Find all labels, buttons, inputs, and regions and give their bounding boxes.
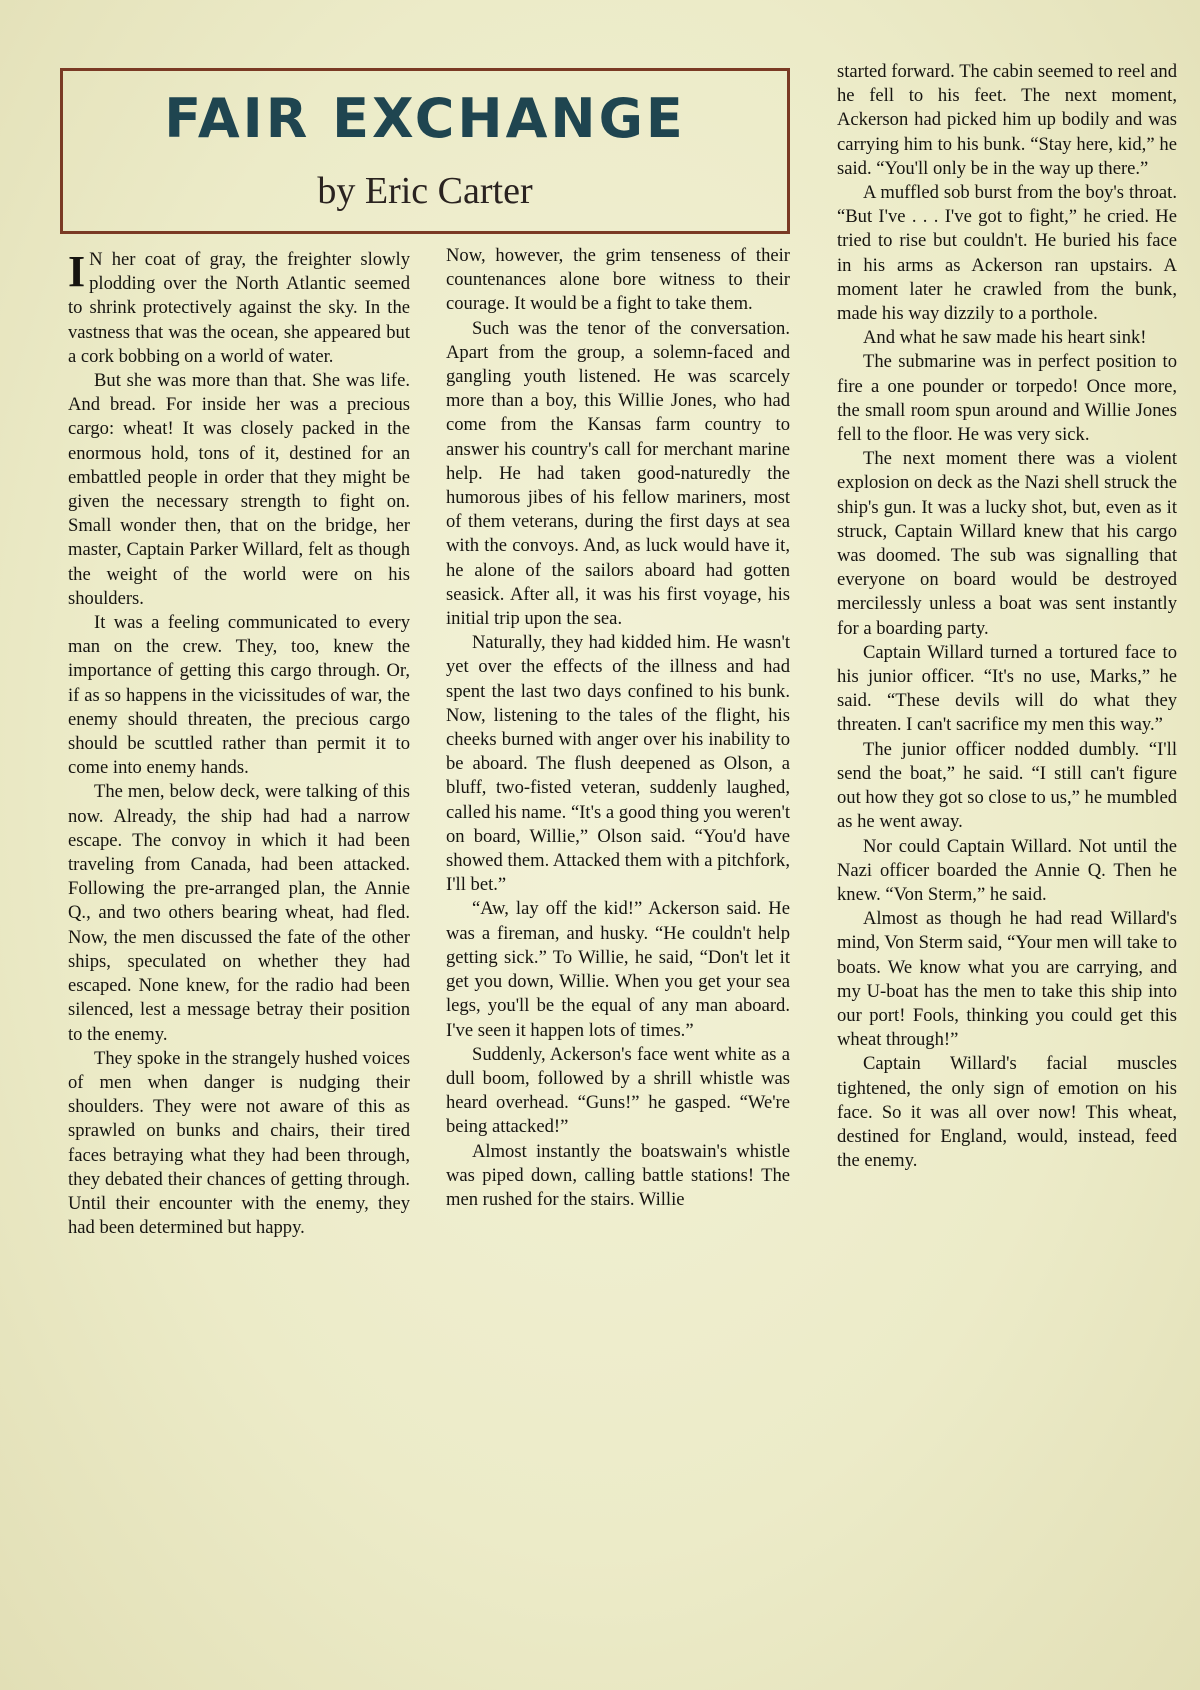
paragraph-text: N her coat of gray, the freighter slowly plodding over the North Atlantic seemed to shrink protectively against the sky. In the vastness that was the ocean, she appeared but a cork bobbing on a world of water. [68,249,410,367]
paragraph: Captain Willard turned a tortured face to his junior officer. “It's no use, Marks,” he said. “These devils will do what they threaten. I can't sacrifice my men this way.” [837,641,1177,736]
paragraph: Almost instantly the boatswain's whistle was piped down, calling battle stations! The men rushed for the stairs. Willie [446,1140,790,1210]
text-column-1 [68,248,410,1618]
story-byline: by Eric Carter [317,170,533,212]
paragraph: Such was the tenor of the conversation. Apart from the group, a solemn-faced and gangling youth listened. He was scarcely more than a boy, this Willie Jones, who had come from the Kansas farm country to answer his country's call for merchant marine help. He had taken good-naturedly the humorous jibes of his fellow mariners, most of them veterans, during the first days at sea with the convoys. And, as luck would have it, he alone of the sailors aboard had gotten seasick. After all, it was his first voyage, his initial trip upon the sea. [446,317,790,630]
paragraph: “Aw, lay off the kid!” Ackerson said. He was a fireman, and husky. “He couldn't help getting sick.” To Willie, he said, “Don't let it get you down, Willie. When you get your sea legs, you'll be the equal of any man aboard. I've seen it happen lots of times.” [446,898,790,1041]
paragraph: Nor could Captain Willard. Not until the Nazi officer boarded the Annie Q. Then he knew. “Von Sterm,” he said. [837,835,1177,905]
paragraph: Almost as though he had read Willard's mind, Von Sterm said, “Your men will take to boats. We know what you are carrying, and my U-boat has the men to take this ship into our port! Fools, thinking you could get this wheat through!” [837,908,1177,1051]
paragraph: It was a feeling communicated to every man on the crew. They, too, knew the importance of getting this cargo through. Or, if as so happens in the vicissitudes of war, the enemy should threaten, the precious cargo should be scuttled rather than permit it to come into enemy hands. [68,612,410,779]
paragraph: The next moment there was a violent explosion on deck as the Nazi shell struck the ship's gun. It was a lucky shot, but, even as it struck, Captain Willard knew that his cargo was doomed. The sub was signalling that everyone on board would be destroyed mercilessly unless a boat was sent instantly for a boarding party. [837,448,1177,639]
paragraph: And what he saw made his heart sink! [863,327,1147,349]
paragraph: A muffled sob burst from the boy's throat. “But I've . . . I've got to fight,” he cried. He tried to rise but couldn't. He buried his face in his arms as Ackerson ran upstairs. A moment later he crawled from the bunk, made his way dizzily to a porthole. [837,182,1177,325]
paragraph: But she was more than that. She was life. And bread. For inside her was a precious cargo: wheat! It was closely packed in the enormous hold, tons of it, destined for an embattled people in order that they might be given the necessary strength to fight on. Small wonder then, that on the bridge, her master, Captain Parker Willard, felt as though the weight of the world were on his shoulders. [68,370,410,609]
text-column-3 [837,60,1177,1630]
drop-cap: I [68,247,86,296]
paragraph: Suddenly, Ackerson's face went white as a dull boom, followed by a shrill whistle was heard overhead. “Guns!” he gasped. “We're being attacked!” [446,1043,790,1138]
paragraph [68,248,410,369]
text-column-2 [446,244,790,1624]
paragraph: Now, however, the grim tenseness of their countenances alone bore witness to their courage. It would be a fight to take them. [446,245,790,315]
paragraph: The submarine was in perfect position to fire a one pounder or torpedo! Once more, the small room spun around and Willie Jones fell to the floor. He was very sick. [837,351,1177,446]
title-box [60,68,790,234]
paragraph: They spoke in the strangely hushed voices of men when danger is nudging their shoulders. They were not aware of this as sprawled on bunks and chairs, their tired faces betraying what they had been through, they debated their chances of getting through. Until their encounter with the enemy, they had been determined but happy. [68,1047,410,1239]
paragraph: started forward. The cabin seemed to reel and he fell to his feet. The next moment, Ackerson had picked him up bodily and was carrying him to his bunk. “Stay here, kid,” he said. “You'll only be in the way up there.” [837,61,1177,179]
paragraph: Naturally, they had kidded him. He wasn't yet over the effects of the illness and had spent the last two days confined to his bunk. Now, listening to the tales of the flight, his cheeks burned with anger over his inability to be aboard. The flush deepened as Olson, a bluff, two-fisted veteran, suddenly laughed, called his name. “It's a good thing you weren't on board, Willie,” Olson said. “You'd have showed them. Attacked them with a pitchfork, I'll bet.” [446,632,790,896]
story-title: FAIR EXCHANGE [164,87,686,150]
paragraph: Captain Willard's facial muscles tightened, the only sign of emotion on his face. So it was all over now! This wheat, destined for England, would, instead, feed the enemy. [837,1053,1177,1172]
paragraph: The men, below deck, were talking of this now. Already, the ship had had a narrow escape. The convoy in which it had been traveling from Canada, had been attacked. Following the pre-arranged plan, the Annie Q., and two others bearing wheat, had fled. Now, the men discussed the fate of the other ships, speculated on whether they had escaped. None knew, for the radio had been silenced, lest a message betray their position to the enemy. [68,781,410,1045]
paragraph: The junior officer nodded dumbly. “I'll send the boat,” he said. “I still can't figure out how they got so close to us,” he mumbled as he went away. [837,738,1177,833]
